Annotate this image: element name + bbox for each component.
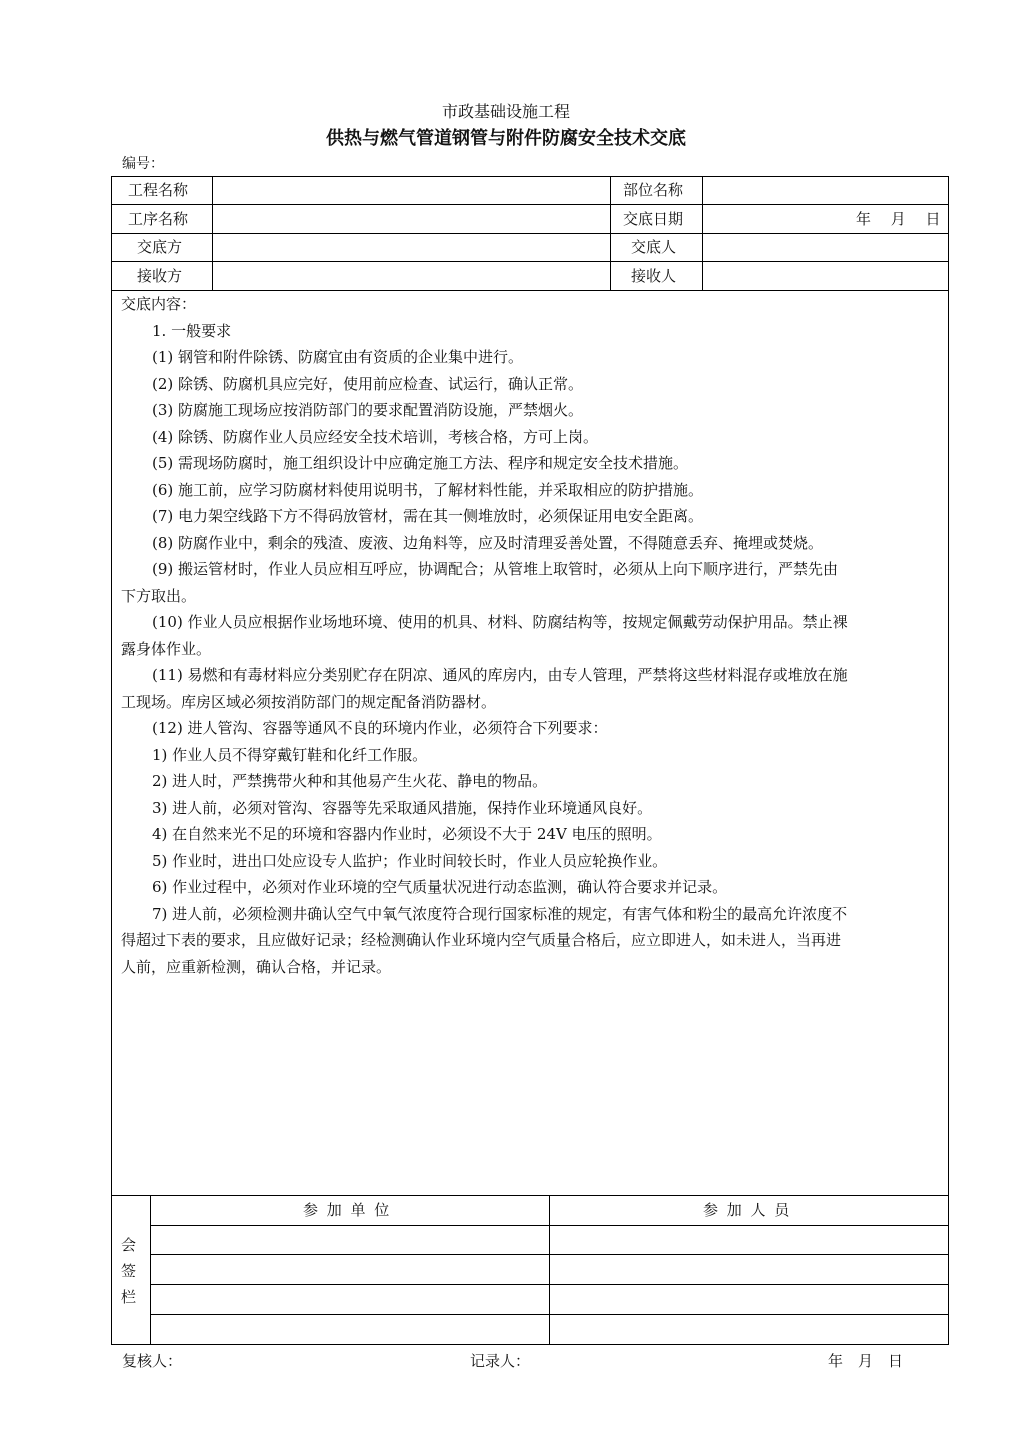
list-item: (10) 作业人员应根据作业场地环境、使用的机具、材料、防腐结构等，按规定佩戴劳动保护用品。禁止裸 <box>152 613 848 631</box>
footer-date: 年 月 日 <box>828 1352 904 1370</box>
list-item: (11) 易燃和有毒材料应分类别贮存在阴凉、通风的库房内，由专人管理，严禁将这些材料混存或堆放在施 <box>152 666 848 684</box>
document-number-label: 编号： <box>122 156 164 172</box>
sub-item: 7) 进人前，必须检测井确认空气中氧气浓度符合现行国家标准的规定，有害气体和粉尘的最高允许浓度不 <box>152 904 848 923</box>
sub-item: 1) 作业人员不得穿戴钉鞋和化纤工作服。 <box>152 745 428 764</box>
handover-party-field[interactable] <box>214 234 608 262</box>
handover-date-field[interactable]: 年 月 日 <box>856 210 941 228</box>
reviewer-label: 复核人： <box>122 1352 183 1370</box>
sub-item-continuation: 得超过下表的要求，且应做好记录；经检测确认作业环境内空气质量合格后，应立即进人，如未进人，当再进 <box>121 931 842 949</box>
list-item: (1) 钢管和附件除锈、防腐宜由有资质的企业集中进行。 <box>152 348 524 366</box>
section-name-field[interactable] <box>704 177 946 205</box>
content-heading: 1. 一般要求 <box>152 321 232 340</box>
info-col-divider <box>610 176 611 290</box>
sub-item: 2) 进人时，严禁携带火种和其他易产生火花、静电的物品。 <box>152 772 548 790</box>
list-item-continuation: 露身体作业。 <box>121 639 212 658</box>
signoff-unit-header: 参 加 单 位 <box>303 1201 390 1219</box>
project-name-label: 工程名称 <box>128 181 189 199</box>
signoff-unit-field[interactable] <box>152 1255 547 1283</box>
handover-person-label: 交底人 <box>631 238 677 256</box>
list-item: (4) 除锈、防腐作业人员应经安全技术培训，考核合格，方可上岗。 <box>152 427 599 446</box>
receiver-party-field[interactable] <box>214 263 608 291</box>
signoff-side-label: 签 <box>121 1262 137 1280</box>
receiver-party-label: 接收方 <box>137 267 183 285</box>
document-title: 供热与燃气管道钢管与附件防腐安全技术交底 <box>326 128 686 149</box>
signoff-person-header: 参 加 人 员 <box>703 1201 790 1219</box>
signoff-col-divider <box>549 1195 550 1345</box>
signoff-unit-field[interactable] <box>152 1285 547 1313</box>
signoff-person-field[interactable] <box>551 1226 947 1254</box>
signoff-unit-field[interactable] <box>152 1226 547 1254</box>
process-name-label: 工序名称 <box>128 210 189 228</box>
signoff-person-field[interactable] <box>551 1255 947 1283</box>
list-item: (3) 防腐施工现场应按消防部门的要求配置消防设施，严禁烟火。 <box>152 401 584 419</box>
recorder-label: 记录人： <box>470 1352 531 1370</box>
list-item: (9) 搬运管材时，作业人员应相互呼应，协调配合；从管堆上取管时，必须从上向下顺序进行，严禁先由 <box>152 560 839 578</box>
handover-person-field[interactable] <box>704 234 946 262</box>
process-name-field[interactable] <box>214 206 608 234</box>
sub-item: 5) 作业时，进出口处应设专人监护；作业时间较长时，作业人员应轮换作业。 <box>152 851 668 870</box>
project-name-field[interactable] <box>214 177 608 205</box>
signoff-person-field[interactable] <box>551 1285 947 1313</box>
list-item-continuation: 下方取出。 <box>121 586 197 605</box>
signoff-top-border <box>111 1195 949 1196</box>
info-col-divider <box>212 176 213 290</box>
list-item: (12) 进人管沟、容器等通风不良的环境内作业，必须符合下列要求： <box>152 719 608 737</box>
signoff-side-label: 栏 <box>121 1288 137 1306</box>
signoff-person-field[interactable] <box>551 1315 947 1343</box>
content-label: 交底内容： <box>121 295 197 313</box>
list-item: (5) 需现场防腐时，施工组织设计中应确定施工方法、程序和规定安全技术措施。 <box>152 454 689 472</box>
sub-item: 4) 在自然来光不足的环境和容器内作业时，必须设不大于 24V 电压的照明。 <box>152 825 662 843</box>
sub-item-continuation: 人前，应重新检测，确认合格，并记录。 <box>121 957 392 976</box>
list-item: (6) 施工前，应学习防腐材料使用说明书，了解材料性能，并采取相应的防护措施。 <box>152 480 704 499</box>
document-subtitle: 市政基础设施工程 <box>441 102 570 121</box>
list-item: (8) 防腐作业中，剩余的残渣、废液、边角料等，应及时清理妥善处置，不得随意丢弃、掩埋或焚烧。 <box>152 533 824 552</box>
section-name-label: 部位名称 <box>623 181 684 199</box>
signoff-side-divider <box>150 1195 151 1345</box>
list-item-continuation: 工现场。库房区域必须按消防部门的规定配备消防器材。 <box>121 692 497 711</box>
receiver-person-label: 接收人 <box>631 267 677 285</box>
signoff-side-label: 会 <box>121 1236 137 1254</box>
list-item: (2) 除锈、防腐机具应完好，使用前应检查、试运行，确认正常。 <box>152 374 584 393</box>
signoff-unit-field[interactable] <box>152 1315 547 1343</box>
sub-item: 6) 作业过程中，必须对作业环境的空气质量状况进行动态监测，确认符合要求并记录。 <box>152 878 728 896</box>
list-item: (7) 电力架空线路下方不得码放管材，需在其一侧堆放时，必须保证用电安全距离。 <box>152 507 704 525</box>
handover-date-label: 交底日期 <box>623 210 684 228</box>
info-col-divider <box>702 176 703 290</box>
receiver-person-field[interactable] <box>704 263 946 291</box>
handover-content <box>121 291 941 980</box>
handover-party-label: 交底方 <box>137 238 183 256</box>
sub-item: 3) 进人前，必须对管沟、容器等先采取通风措施，保持作业环境通风良好。 <box>152 798 653 817</box>
